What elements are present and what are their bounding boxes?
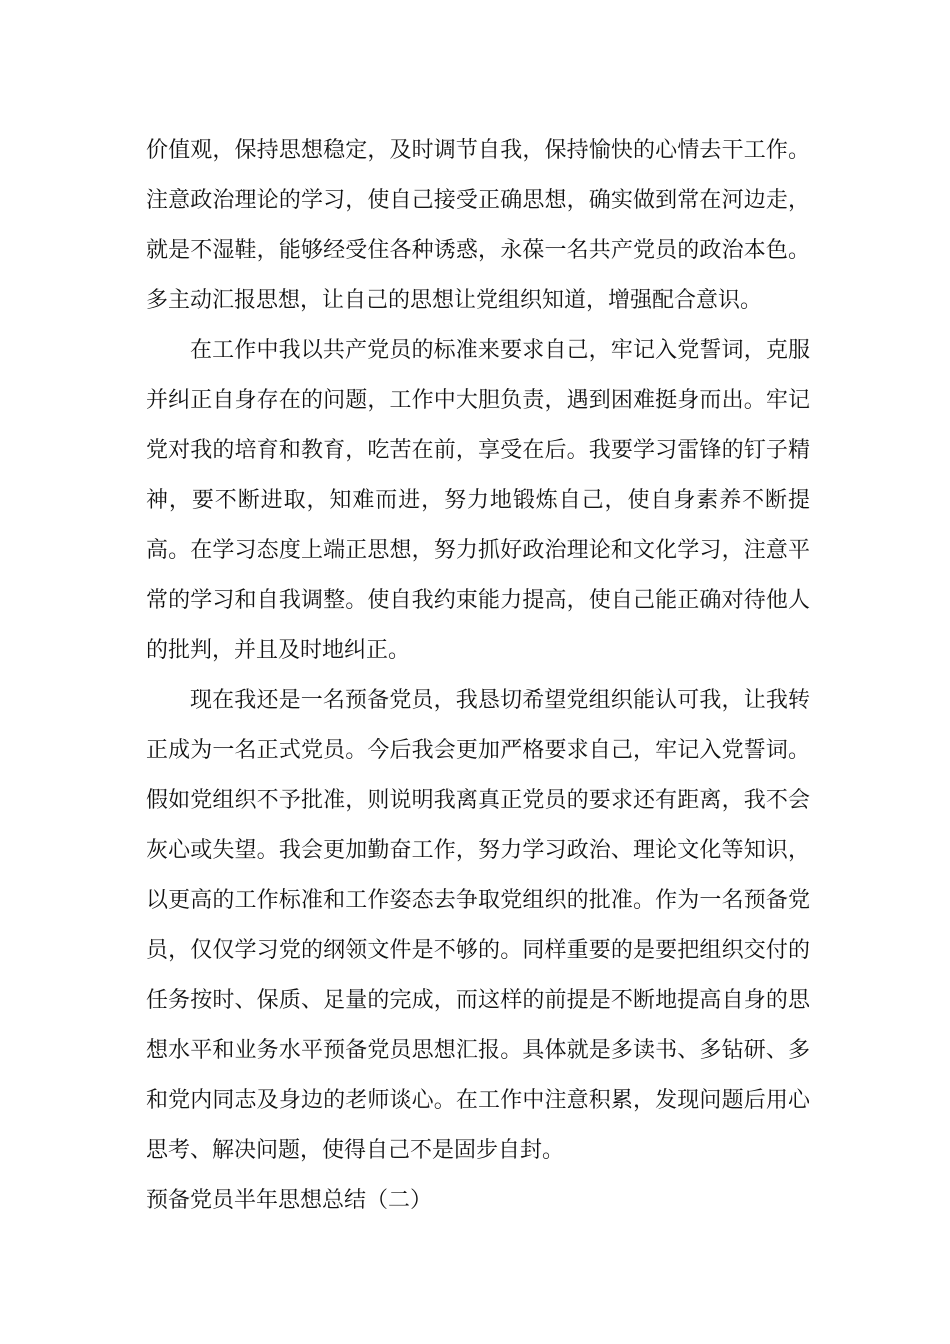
document-page	[146, 126, 810, 1226]
paragraph-work-standards: 在工作中我以共产党员的标准来要求自己，牢记入党誓词，克服并纠正自身存在的问题，工作中大胆负责，遇到困难挺身而出。牢记党对我的培育和教育，吃苦在前，享受在后。我要学习雷锋的钉子精神，要不断进取，知难而进，努力地锻炼自己，使自身素养不断提高。在学习态度上端正思想，努力抓好政治理论和文化学习，注意平常的学习和自我调整。使自我约束能力提高，使自己能正确对待他人的批判，并且及时地纠正。	[146, 338, 810, 663]
paragraph-continuation: 价值观，保持思想稳定，及时调节自我，保持愉快的心情去干工作。注意政治理论的学习，使自己接受正确思想，确实做到常在河边走，就是不湿鞋，能够经受住各种诱惑，永葆一名共产党员的政治本色。多主动汇报思想，让自己的思想让党组织知道，增强配合意识。	[146, 138, 810, 313]
section-heading: 预备党员半年思想总结（二）	[146, 1188, 433, 1213]
paragraph-probationary-member: 现在我还是一名预备党员，我恳切希望党组织能认可我，让我转正成为一名正式党员。今后我会更加严格要求自己，牢记入党誓词。假如党组织不予批准，则说明我离真正党员的要求还有距离，我不会灰心或失望。我会更加勤奋工作，努力学习政治、理论文化等知识，以更高的工作标准和工作姿态去争取党组织的批准。作为一名预备党员，仅仅学习党的纲领文件是不够的。同样重要的是要把组织交付的任务按时、保质、足量的完成，而这样的前提是不断地提高自身的思想水平和业务水平预备党员思想汇报。具体就是多读书、多钻研、多和党内同志及身边的老师谈心。在工作中注意积累，发现问题后用心思考、解决问题，使得自己不是固步自封。	[146, 688, 810, 1163]
